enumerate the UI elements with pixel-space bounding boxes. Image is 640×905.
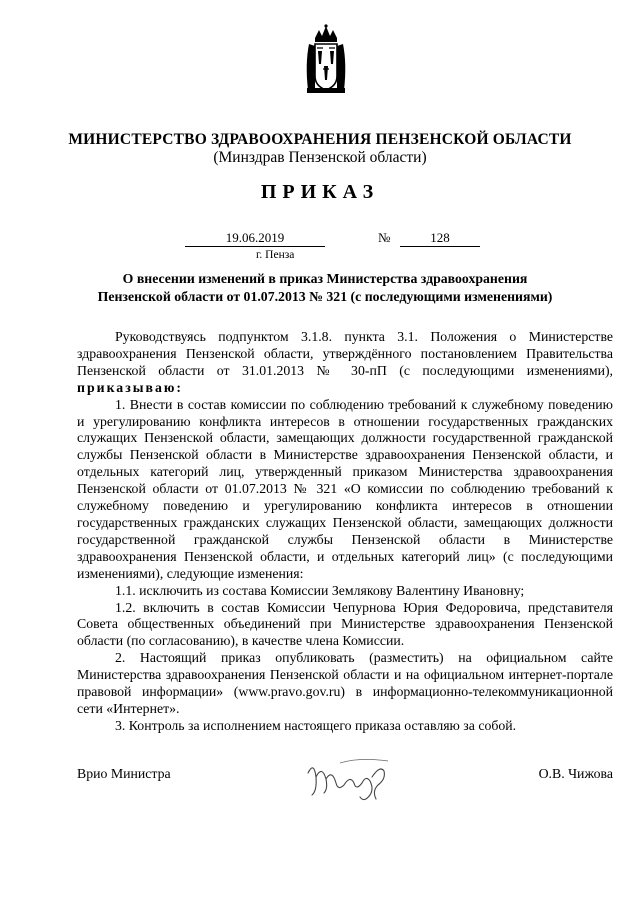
- order-number: 128: [400, 230, 480, 247]
- order-date: 19.06.2019: [185, 230, 325, 247]
- paragraph-item-3: 3. Контроль за исполнением настоящего приказа оставляю за собой.: [115, 717, 517, 733]
- subject-line-2: Пензенской области от 01.07.2013 № 321 (с последующими изменениями): [97, 289, 553, 304]
- paragraph-item-2: 2. Настоящий приказ опубликовать (разместить) на официальном сайте Министерства здравоохранения Пензенской области и на официальном интернет-портале правовой информации» (www.pravo.gov.ru) в информационно-телекоммуникационной сети «Интернет».: [77, 650, 613, 716]
- command-word: приказываю:: [77, 379, 184, 395]
- signatory-name: О.В. Чижова: [538, 766, 613, 781]
- paragraph-item-1: 1. Внести в состав комиссии по соблюдению требований к служебному поведению и урегулированию конфликта интересов в отношении государственных гражданских служащих Пензенской области, замещающих должности государственной гражданской службы Пензенской области в Министерстве здравоохранения Пензенской области, и отдельных категорий лиц, утвержденный приказом Министерства здравоохранения Пензенской области от 01.07.2013 № 321 «О комиссии по соблюдению требований к служебному поведению и урегулированию конфликта интересов в отношении государственных гражданских служащих Пензенской области, замещающих должности государственной гражданской службы Пензенской области в Министерстве здравоохранения Пензенской области, и отдельных категорий лиц» (с последующими изменениями), следующие изменения:: [77, 396, 613, 581]
- paragraph-preamble: [77, 329, 613, 397]
- order-body: [77, 329, 613, 735]
- city-label: г. Пенза: [256, 249, 295, 261]
- preamble-text: Руководствуясь подпунктом 3.1.8. пункта 3.1. Положения о Министерстве здравоохранения Пензенской области, утверждённого постановлением Правительства Пензенской области от 31.01.2013 № 30-пП (с последующими изменениями),: [77, 329, 613, 378]
- document-type-title: ПРИКАЗ: [260, 181, 380, 203]
- signatory-position: Врио Министра: [77, 766, 171, 781]
- handwritten-signature: [300, 755, 395, 805]
- paragraph-item-1-1: 1.1. исключить из состава Комиссии Землякову Валентину Ивановну;: [115, 582, 525, 598]
- subject-line-1: О внесении изменений в приказ Министерства здравоохранения: [122, 271, 528, 286]
- coat-of-arms-emblem: [303, 24, 349, 94]
- paragraph-item-1-2: 1.2. включить в состав Комиссии Чепурнова Юрия Федоровича, представителя Совета общественных объединений при Министерстве здравоохранения Пензенской области (по согласованию), в качестве члена Комиссии.: [77, 599, 613, 649]
- ministry-name: МИНИСТЕРСТВО ЗДРАВООХРАНЕНИЯ ПЕНЗЕНСКОЙ ОБЛАСТИ: [68, 131, 572, 148]
- order-subject: [60, 270, 590, 306]
- number-sign: №: [378, 230, 391, 245]
- ministry-short-name: (Минздрав Пензенской области): [213, 149, 427, 166]
